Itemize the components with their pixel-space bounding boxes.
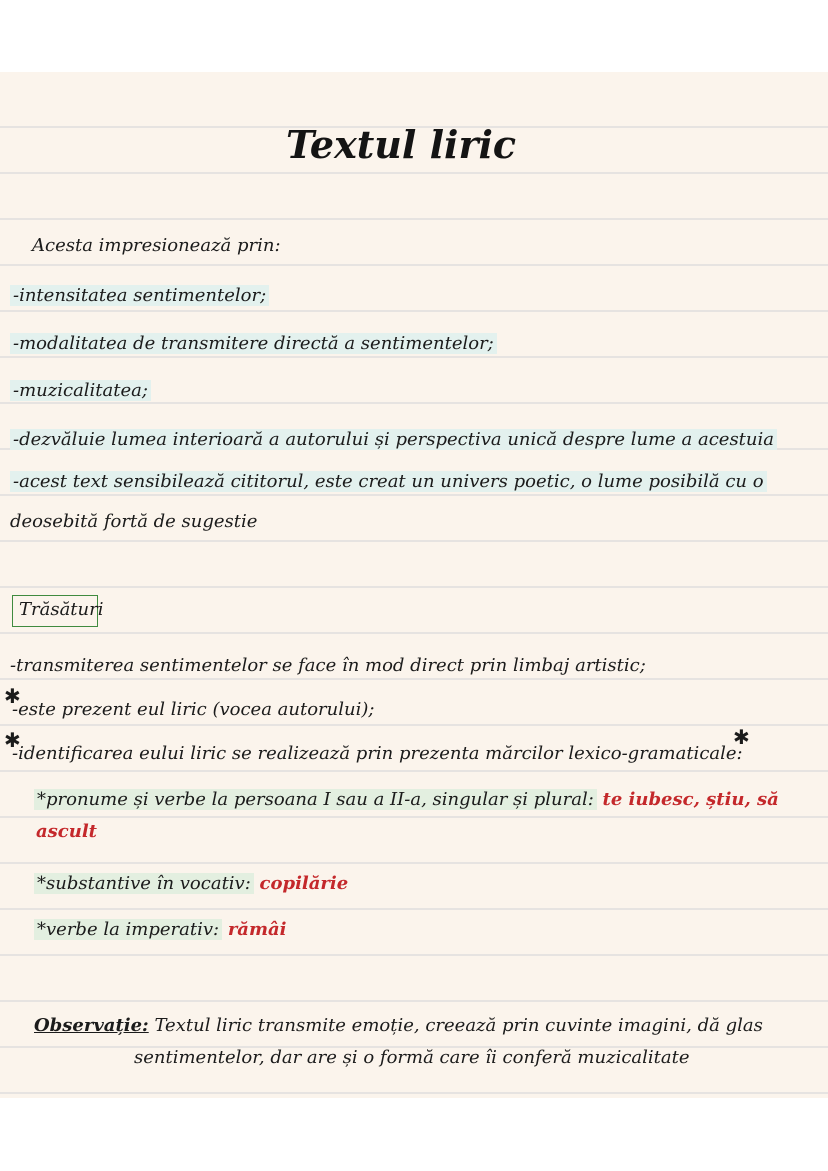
mark-item: *pronume și verbe la persoana I sau a II-a, singular și plural: te iubesc, știu, să bbox=[34, 788, 779, 812]
intro-item: -acest text sensibilează cititorul, este creat un univers poetic, o lume posibilă cu o bbox=[10, 470, 767, 494]
asterisk-icon: ✱ bbox=[4, 728, 21, 752]
feature-item: -este prezent eul liric (vocea autorului); bbox=[12, 699, 375, 720]
feature-item: -identificarea eului liric se realizează prin prezenta mărcilor lexico-gramaticale: bbox=[12, 743, 743, 764]
feature-item: -transmiterea sentimentelor se face în mod direct prin limbaj artistic; bbox=[10, 655, 646, 676]
asterisk-icon: ✱ bbox=[4, 684, 21, 708]
features-heading-box: Trăsături bbox=[12, 595, 98, 627]
mark-item: *verbe la imperativ: rămâi bbox=[34, 918, 287, 942]
page-title: Textul liric bbox=[286, 122, 517, 167]
intro-item: -muzicalitatea; bbox=[10, 379, 151, 403]
intro-item: deosebită fortă de sugestie bbox=[10, 511, 258, 532]
note-label: Observație: bbox=[34, 1015, 149, 1036]
notebook-page bbox=[0, 72, 828, 1098]
mark-item-examples-cont: ascult bbox=[36, 821, 97, 842]
note-line: Observație: Textul liric transmite emoție, creează prin cuvinte imagini, dă glas bbox=[34, 1015, 763, 1036]
intro-heading: Acesta impresionează prin: bbox=[32, 235, 281, 256]
mark-item: *substantive în vocativ: copilărie bbox=[34, 872, 348, 896]
note-line: sentimentelor, dar are și o formă care îi conferă muzicalitate bbox=[134, 1047, 690, 1068]
asterisk-icon: ✱ bbox=[733, 725, 750, 749]
intro-item: -modalitatea de transmitere directă a sentimentelor; bbox=[10, 332, 497, 356]
intro-item: -dezvăluie lumea interioară a autorului și perspectiva unică despre lume a acestuia bbox=[10, 428, 777, 452]
intro-item: -intensitatea sentimentelor; bbox=[10, 284, 269, 308]
